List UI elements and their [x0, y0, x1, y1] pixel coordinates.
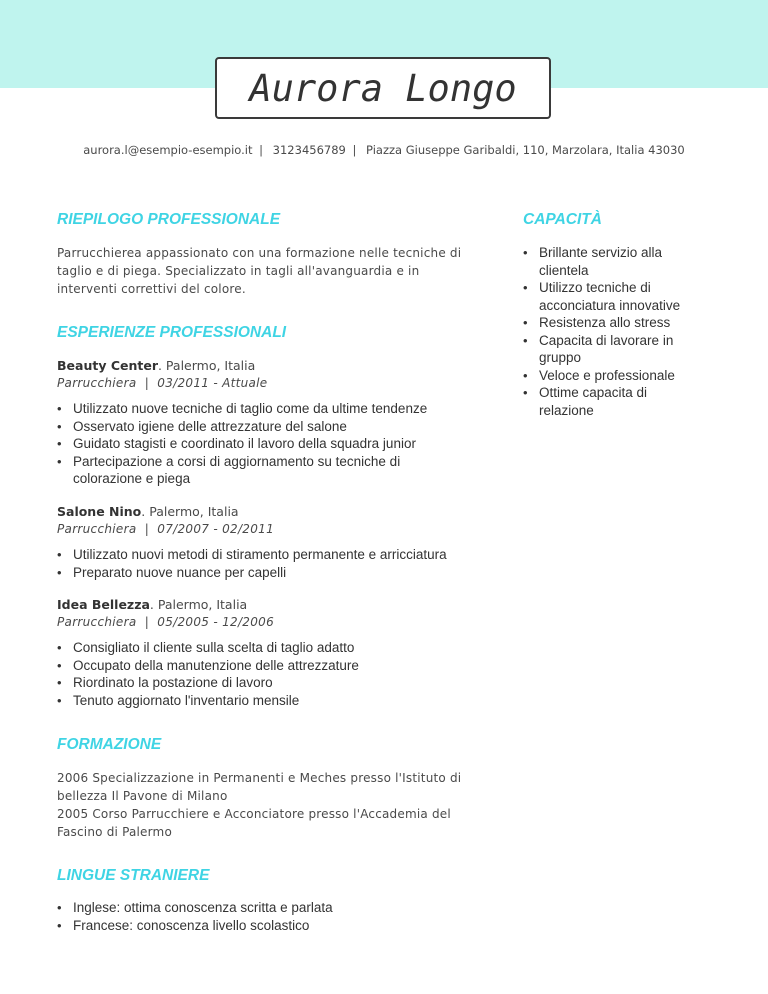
- list-item: • Capacita di lavorare in: [523, 332, 723, 350]
- education-line: bellezza Il Pavone di Milano: [57, 789, 228, 803]
- list-item: • Francese: conoscenza livello scolastico: [57, 917, 487, 935]
- list-item: • Utilizzo tecniche di: [523, 279, 723, 297]
- job-location: . Palermo, Italia: [157, 358, 256, 373]
- job-location: . Palermo, Italia: [141, 504, 239, 519]
- list-item-continuation-text: clientela: [539, 262, 589, 278]
- list-item: • Tenuto aggiornato l'inventario mensile: [57, 692, 487, 710]
- list-item-continuation: [57, 470, 487, 488]
- skills-list: [523, 244, 723, 419]
- list-item: • Utilizzato nuove tecniche di taglio come da ultime tendenze: [57, 400, 487, 418]
- summary-line: interventi correttivi del colore.: [57, 282, 246, 296]
- languages-heading: LINGUE STRANIERE: [57, 867, 210, 884]
- job-header: [57, 358, 255, 373]
- list-item: • Occupato della manutenzione delle attrezzature: [57, 657, 487, 675]
- list-item: • Brillante servizio alla: [523, 244, 723, 262]
- email: aurora.l@esempio-esempio.it: [83, 143, 253, 157]
- education-line: Fascino di Palermo: [57, 825, 172, 839]
- phone: 3123456789: [272, 143, 346, 157]
- list-item: • Inglese: ottima conoscenza scritta e parlata: [57, 899, 487, 917]
- list-item: • Consigliato il cliente sulla scelta di taglio adatto: [57, 639, 487, 657]
- job-meta: Parrucchiera | 03/2011 - Attuale: [57, 376, 268, 390]
- list-item: • Guidato stagisti e coordinato il lavoro della squadra junior: [57, 435, 487, 453]
- job-bullets: [57, 639, 487, 709]
- list-item: • Resistenza allo stress: [523, 314, 723, 332]
- education-line: 2005 Corso Parrucchiere e Acconciatore presso l'Accademia del: [57, 807, 451, 821]
- list-item-continuation: [523, 297, 723, 315]
- list-item-continuation: [523, 402, 723, 420]
- skills-heading: CAPACITÀ: [523, 211, 602, 228]
- list-item-continuation-text: acconciatura innovative: [539, 297, 681, 313]
- list-item: • Veloce e professionale: [523, 367, 723, 385]
- separator: |: [259, 143, 264, 157]
- job-header: [57, 504, 239, 519]
- experience-heading: ESPERIENZE PROFESSIONALI: [57, 324, 287, 341]
- education-heading: FORMAZIONE: [57, 736, 162, 753]
- employer: Beauty Center: [57, 358, 158, 373]
- contact-line: [0, 143, 768, 157]
- name-box: [215, 57, 551, 119]
- list-item: • Riordinato la postazione di lavoro: [57, 674, 487, 692]
- job-bullets: [57, 400, 487, 488]
- summary-text: [57, 244, 477, 298]
- summary-heading: RIEPILOGO PROFESSIONALE: [57, 211, 281, 228]
- education-text: [57, 769, 487, 841]
- list-item-continuation: [523, 349, 723, 367]
- summary-line: taglio e di piega. Specializzato in tagli all'avanguardia e in: [57, 264, 420, 278]
- languages-list: [57, 899, 487, 934]
- list-item: • Utilizzato nuovi metodi di stiramento permanente e arricciatura: [57, 546, 497, 564]
- list-item: • Preparato nuove nuance per capelli: [57, 564, 497, 582]
- job-bullets: [57, 546, 497, 581]
- employer: Salone Nino: [57, 504, 142, 519]
- candidate-name: Aurora Longo: [249, 66, 517, 110]
- list-item-continuation-text: colorazione e piega: [73, 471, 191, 486]
- list-item: • Partecipazione a corsi di aggiornamento su tecniche di: [57, 453, 487, 471]
- list-item-continuation-text: relazione: [539, 402, 594, 418]
- separator: |: [352, 143, 357, 157]
- job-header: [57, 597, 247, 612]
- list-item-continuation-text: gruppo: [539, 350, 582, 365]
- job-location: . Palermo, Italia: [149, 597, 248, 612]
- job-meta: Parrucchiera | 05/2005 - 12/2006: [57, 615, 275, 629]
- list-item-continuation: [523, 262, 723, 280]
- employer: Idea Bellezza: [57, 597, 150, 612]
- list-item: • Osservato igiene delle attrezzature del salone: [57, 418, 487, 436]
- education-line: 2006 Specializzazione in Permanenti e Meches presso l'Istituto di: [57, 771, 462, 785]
- summary-line: Parrucchierea appassionato con una formazione nelle tecniche di: [57, 246, 462, 260]
- job-meta: Parrucchiera | 07/2007 - 02/2011: [57, 522, 275, 536]
- address: Piazza Giuseppe Garibaldi, 110, Marzolara, Italia 43030: [366, 143, 685, 157]
- list-item: • Ottime capacita di: [523, 384, 723, 402]
